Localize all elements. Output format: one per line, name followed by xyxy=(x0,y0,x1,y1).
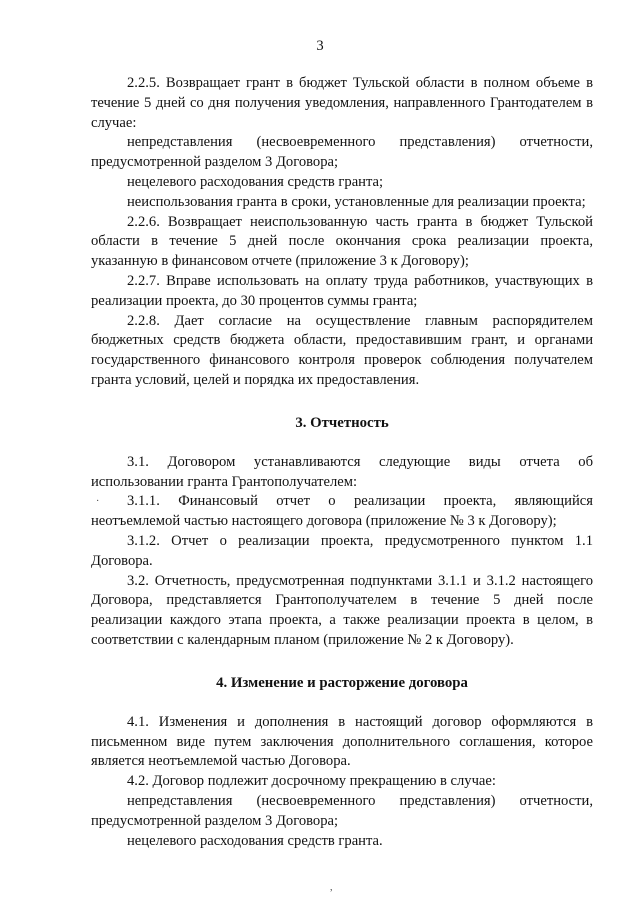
clause-2-2-7: 2.2.7. Вправе использовать на оплату труда работников, участвующих в реализации проекта, до 30 процентов суммы гранта; xyxy=(91,272,593,309)
document-body xyxy=(91,74,593,851)
clause-4-2-case-misuse: нецелевого расходования средств гранта. xyxy=(127,832,383,849)
section-spacer xyxy=(91,693,593,713)
clause-3-1-1: 3.1.1. Финансовый отчет о реализации проекта, являющийся неотъемлемой частью настоящего договора (приложение № 3 к Договору); xyxy=(91,493,593,530)
scan-speck: · xyxy=(96,496,100,507)
clause-2-2-5-case-unused: неиспользования гранта в сроки, установленные для реализации проекта; xyxy=(127,193,586,210)
clause-3-2: 3.2. Отчетность, предусмотренная подпунктами 3.1.1 и 3.1.2 настоящего Договора, представляется Грантополучателем в течение 5 дней после реализации каждого этапа проекта, а также реализации проекта в целом, в соответствии с календарным планом (приложение № 2 к Договору). xyxy=(91,572,593,648)
section-spacer xyxy=(91,391,593,413)
clause-3-1-2: 3.1.2. Отчет о реализации проекта, предусмотренного пунктом 1.1 Договора. xyxy=(91,532,593,569)
clause-2-2-5: 2.2.5. Возвращает грант в бюджет Тульской области в полном объеме в течение 5 дней со дня получения уведомления, направленного Грантодателем в случае: xyxy=(91,75,593,131)
section-heading-reporting: 3. Отчетность xyxy=(295,414,389,431)
clause-2-2-5-case-non-reporting: непредставления (несвоевременного представления) отчетности, предусмотренной разделом 3 Договора; xyxy=(91,134,593,171)
section-spacer xyxy=(91,651,593,673)
section-spacer xyxy=(91,433,593,453)
clause-2-2-5-case-misuse: нецелевого расходования средств гранта; xyxy=(127,173,384,190)
clause-4-2: 4.2. Договор подлежит досрочному прекращению в случае: xyxy=(127,773,496,790)
clause-3-1: 3.1. Договором устанавливаются следующие виды отчета об использовании гранта Грантополучателем: xyxy=(91,453,593,490)
clause-2-2-6: 2.2.6. Возвращает неиспользованную часть гранта в бюджет Тульской области в течение 5 дней после окончания срока реализации проекта, указанную в финансовом отчете (приложение 3 к Договору); xyxy=(91,213,593,270)
scan-speck: , xyxy=(330,882,333,893)
clause-2-2-8: 2.2.8. Дает согласие на осуществление главным распорядителем бюджетных средств бюджета области, предоставившим грант, и органами государственного финансового контроля проверок соблюдения получателем гранта условий, целей и порядка их предоставления. xyxy=(91,312,593,388)
section-heading-amendment: 4. Изменение и расторжение договора xyxy=(216,674,468,691)
clause-4-2-case-non-reporting: непредставления (несвоевременного представления) отчетности, предусмотренной разделом 3 Договора; xyxy=(91,792,593,829)
clause-4-1: 4.1. Изменения и дополнения в настоящий договор оформляются в письменном виде путем заключения дополнительного соглашения, которое является неотъемлемой частью Договора. xyxy=(91,713,593,770)
page-number: 3 xyxy=(316,38,324,54)
